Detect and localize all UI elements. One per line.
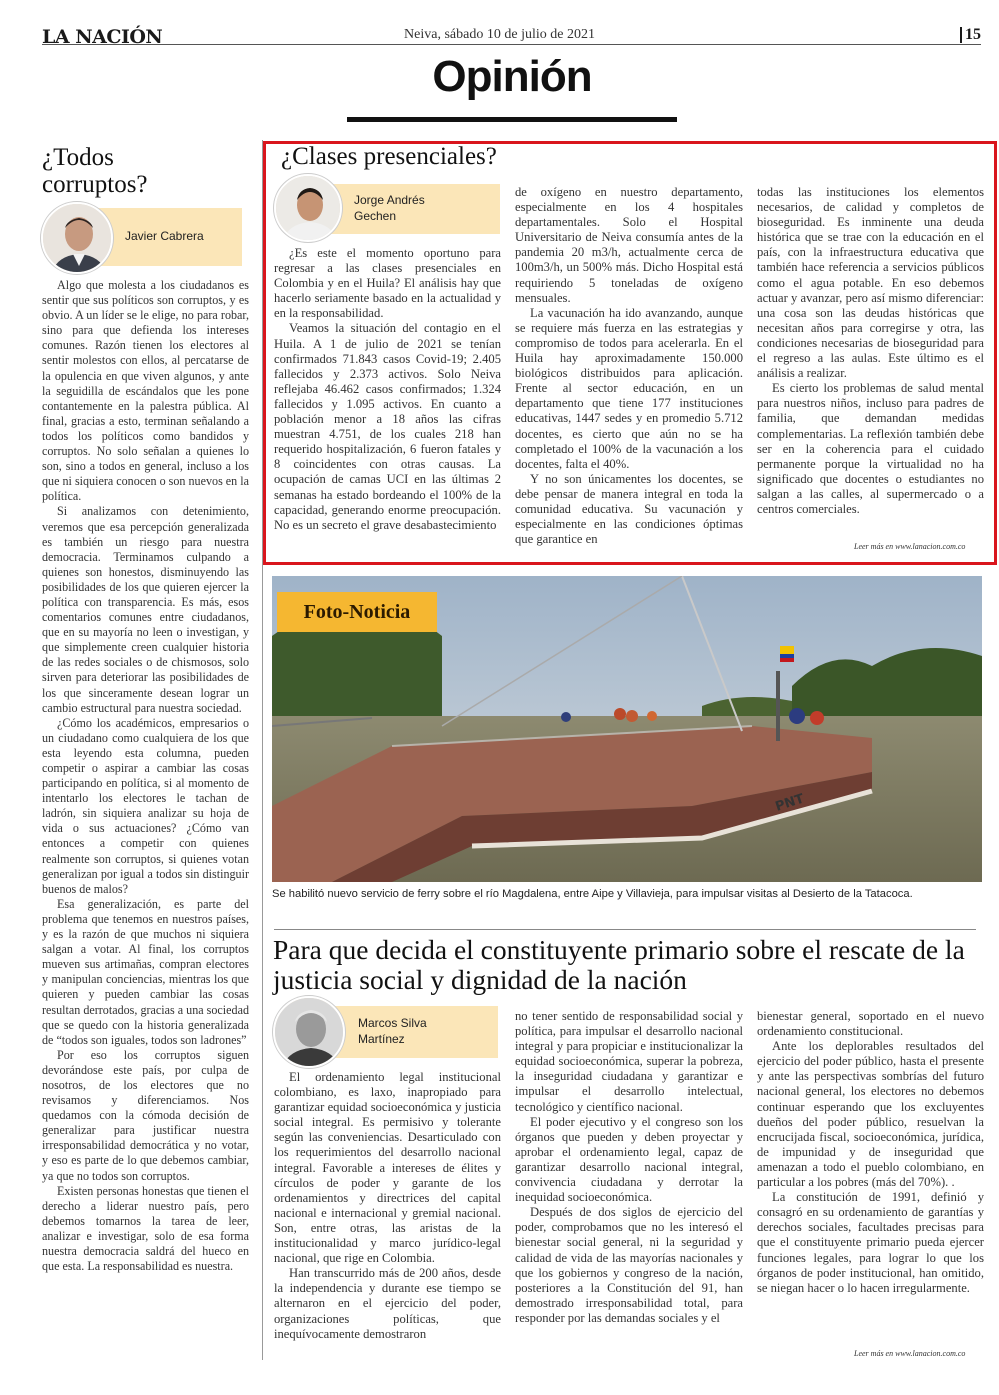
article-headline-todos-corruptos: ¿Todos corruptos? [42,144,148,198]
paragraph: ¿Cómo los académicos, empresarios o un ciudadano como cualquiera de los que esta leyendo esta columna, pueden competir o aspirar a cambiar las cosas participando en política, si al momento de intentarlo los electores le tachan de ladrón, sin siquiera analizar su hoja de vida o sus actuaciones? ¿Cómo van entonces a competir con quienes realmente son corruptos, si quienes votan generalizan por igual a todos sin distinguir buenos de malos? [42,715,249,896]
article-body-todos-corruptos [42,278,249,1363]
section-underline [347,117,677,122]
section-divider [274,929,976,930]
paragraph: Han transcurrido más de 200 años, desde la independencia y durante ese tiempo se alternaron en el ejercicio del poder, organizaciones políticas, que inequívocamente demostraron [274,1266,501,1341]
article-body-constituyente-col3 [757,1009,984,1349]
author-photo-jorge-gechen [274,174,342,242]
article-body-clases-col2 [515,185,743,554]
paragraph: ¿Es este el momento oportuno para regresar a las clases presenciales en Colombia y en el Huila? El análisis hay que hacerlo seriamente basado en la actualidad y en la responsabilidad. [274,246,501,321]
author-name-line1: Marcos Silva [358,1016,427,1031]
foto-noticia-tag: Foto-Noticia [277,592,437,632]
author-name-line2: Gechen [354,209,397,223]
header-rule [42,44,981,45]
paragraph: El ordenamiento legal institucional colombiano, es laxo, inapropiado para garantizar equidad socioeconómica y justicia social integral. Es permisivo y tolerante según las conveniencias. Desarticulado con los requerimientos del desarrollo nacional integral. Favorable a intereses de élites y círculos de poder y garante de los ordenamientos y directrices del capital nacional e internacional y gremial nacional. Son, entre otras, las aristas de la institucionalidad y marco jurídico-legal nacional, que rige en Colombia. [274,1070,501,1266]
paragraph: Algo que molesta a los ciudadanos es sentir que sus políticos son corruptos, y es obvio. A un líder se le elige, no para robar, sino para que defienda los intereses comunes. Razón tienen los electores al sentir molestos con ellos, al percatarse de la opulencia en que viven algunos, y ante la seguidilla de escándalos que les pone contantemente en la palestra pública. Al final, gracias a esto, terminan señalando a todos los políticos como bandidos y corruptos. No solo señalan a quienes lo son, sino a todos en general, incluso a los que ni siquiera conocen o son nuevos en la política. [42,278,249,504]
author-photo-marcos-silva [273,996,345,1068]
paragraph: La constitución de 1991, definió y consagró en su ordenamiento de garantías y derechos sociales, facultades precisas para que el constituyente primario pueda ejercer funciones legales, para lograr lo que los órganos de poder institucional, han omitido, se niegan hacer o lo hacen irregularmente. [757,1190,984,1295]
paragraph: Ante los deplorables resultados del ejercicio del poder público, hasta el presente y ante las perspectivas sombrías del futuro nacional general, los electores no debemos continuar esperando que los excluyentes dueños del poder público, resuelvan la encrucijada fiscal, socioeconómica, jurídica, de impunidad y de inseguridad que amenazan a todo el pueblo colombiano, en particular a los pobres (más del 70%). . [757,1039,984,1190]
article-body-clases-col1 [274,246,501,554]
ferry-hull-text: PNT [773,791,807,815]
paragraph: Después de dos siglos de ejercicio del poder, comprobamos que no les interesó el bienestar social general, ni la seguridad y calidad de vida de las mayorías nacionales y que los gobiernos y congreso de la nación, posteriores a la Constitución del 91, han demostrado irresponsabilidad total, para responder por las demandas sociales y el [515,1205,743,1325]
article-body-constituyente-col1 [274,1070,501,1360]
read-more-link-clases[interactable]: Leer más en www.lanacion.com.co [854,542,966,551]
article-body-clases-col3 [757,185,984,540]
photo-caption: Se habilitó nuevo servicio de ferry sobre el río Magdalena, entre Aipe y Villavieja, para impulsar visitas al Desierto de la Tatacoca. [272,888,913,900]
paragraph: Veamos la situación del contagio en el Huila. A 1 de julio de 2021 se tenían confirmados 71.843 casos Covid-19; 2.405 fallecidos y 2.373 activos. Solo Neiva reflejaba 46.462 casos confirmados; 1.324 fallecidos y 1.095 activos. En cuanto a población menor a 18 años las cifras muestran 4.751, de los cuales 218 han requerido hospitalización, 6 fueron fatales y 8 coincidentes con otras causas. La ocupación de camas UCI en las últimas 2 semanas ha estado bordeando el 100% de la capacidad, generando enorme preocupación. No es un secreto el grave desabastecimiento [274,321,501,532]
author-name-line1: Jorge Andrés [354,193,425,208]
article-body-constituyente-col2 [515,1009,743,1360]
author-name-line2: Martínez [358,1032,405,1046]
paragraph: de oxígeno en nuestro departamento, especialmente en los 4 hospitales departamentales. Solo el Hospital Universitario de Neiva consumía antes de la pandemia 20 m3/h, actualmente cerca de 100m3/h, un 500% más. Dicho Hospital está requiriendo 5 toneladas de oxígeno mensuales. [515,185,743,305]
paragraph: Es cierto los problemas de salud mental para nuestros niños, incluso para padres de familia, que demandan medidas complementarias. La reflexión también debe ser en la coherencia para el cuidado permanente porque la virtualidad no ha significado que docentes o estudiantes no salgan a las calles, al supermercado o a centros comerciales. [757,381,984,516]
author-name: Javier Cabrera [125,229,204,244]
paragraph: todas las instituciones los elementos necesarios, de calidad y completos de bioseguridad. Es inminente una deuda histórica que se trae con la educación en el país, con la infraestructura educativa que también hace referencia a servicios públicos como el agua potable. En eso debemos actuar y avanzar, pero así mismo diferenciar: una cosa son las deudas históricas que necesitan años para corregirse y otra, las condiciones necesarias de bioseguridad para el regreso a las aulas. Este último es el análisis a realizar. [757,185,984,381]
paragraph: Si analizamos con detenimiento, veremos que esa percepción generalizada es también un riesgo para nuestra democracia. Terminamos culpando a quienes son honestos, disminuyendo las posibilidades de los que quieren ejercer la política con transparencia. Es más, esos comentarios comunes entre ciudadanos, que en su mayoría no leen o investigan, y que simplemente creen cualquier historia de las redes sociales o de chismosos, solo sirven para deteriorar las posibilidades de los que sinceramente desean lograr un cambio estructural para nuestra sociedad. [42,504,249,715]
paragraph: Esa generalización, es parte del problema que tenemos en nuestros países, y es la razón de que muchos ni siquiera salgan a votar. Al final, los corruptos mueven sus artimañas, compran electores y manipulan conciencias, mientras los que quieren y pueden cambiar las cosas resultan derrotados, gracias a una sociedad que se quedo con la historia generalizada de “todos son iguales, todos son ladrones” [42,896,249,1047]
page-date: Neiva, sábado 10 de julio de 2021 [404,27,595,42]
section-title: Opinión [432,52,592,101]
author-photo-javier-cabrera [41,202,113,274]
paragraph: bienestar general, soportado en el nuevo ordenamiento constitucional. [757,1009,984,1039]
read-more-link-constituyente[interactable]: Leer más en www.lanacion.com.co [854,1349,966,1358]
paragraph: La vacunación ha ido avanzando, aunque se requiere más fuerza en las estrategias y compromiso de todos para acelerarla. En el Huila hay aproximadamente 150.000 biológicos distribuidos para aplicación. Frente al sector educación, en un departamento que tiene 177 instituciones educativas, 1447 sedes y en promedio 5.712 docentes, es cierto que aún no se ha completado el 100% de la vacunación a los docentes, falta el 40%. [515,305,743,471]
paragraph: Existen personas honestas que tienen el derecho a liderar nuestro país, pero debemos tomarnos la tarea de leer, analizar e investigar, solo de esa forma nuestra democracia saldrá del hueco en que esta. La responsabilidad es nuestra. [42,1183,249,1274]
paragraph: no tener sentido de responsabilidad social y política, para impulsar el desarrollo nacional integral y para propiciar e institucionalizar la equidad socioeconómica, superar la pobreza, la inseguridad ciudadana y garantizar e impulsar el desarrollo intelectual, tecnológico y científico nacional. [515,1009,743,1114]
article-headline-constituyente: Para que decida el constituyente primario sobre el rescate de la justicia social y dignidad de la nación [273,934,965,995]
paragraph: El poder ejecutivo y el congreso son los órganos que pueden y deben proyectar y aprobar el ordenamiento legal, capaz de garantizar desarrollo nacional integral, convivencia ciudadana y derrotar la inequidad socioeconómica. [515,1114,743,1205]
masthead-logo: LA NACIÓN [42,26,163,48]
paragraph: Y no son únicamentes los docentes, se debe pensar de manera integral en toda la comunidad educativa. Su vacunación y especialmente en las condiciones óptimas que garantice en [515,471,743,547]
article-headline-clases-presenciales: ¿Clases presenciales? [281,143,497,170]
page-number: 15 [960,27,981,43]
paragraph: Por eso los corruptos siguen devorándose este país, por culpa de nosotros, de los electores que no revisamos y diferenciamos. Nos quedamos con la cómoda decisión de generalizar para justificar nuestra irresponsabilidad democrática y no votar, y eso es parte de lo que debemos cambiar, ya que no todos son corruptos. [42,1047,249,1183]
